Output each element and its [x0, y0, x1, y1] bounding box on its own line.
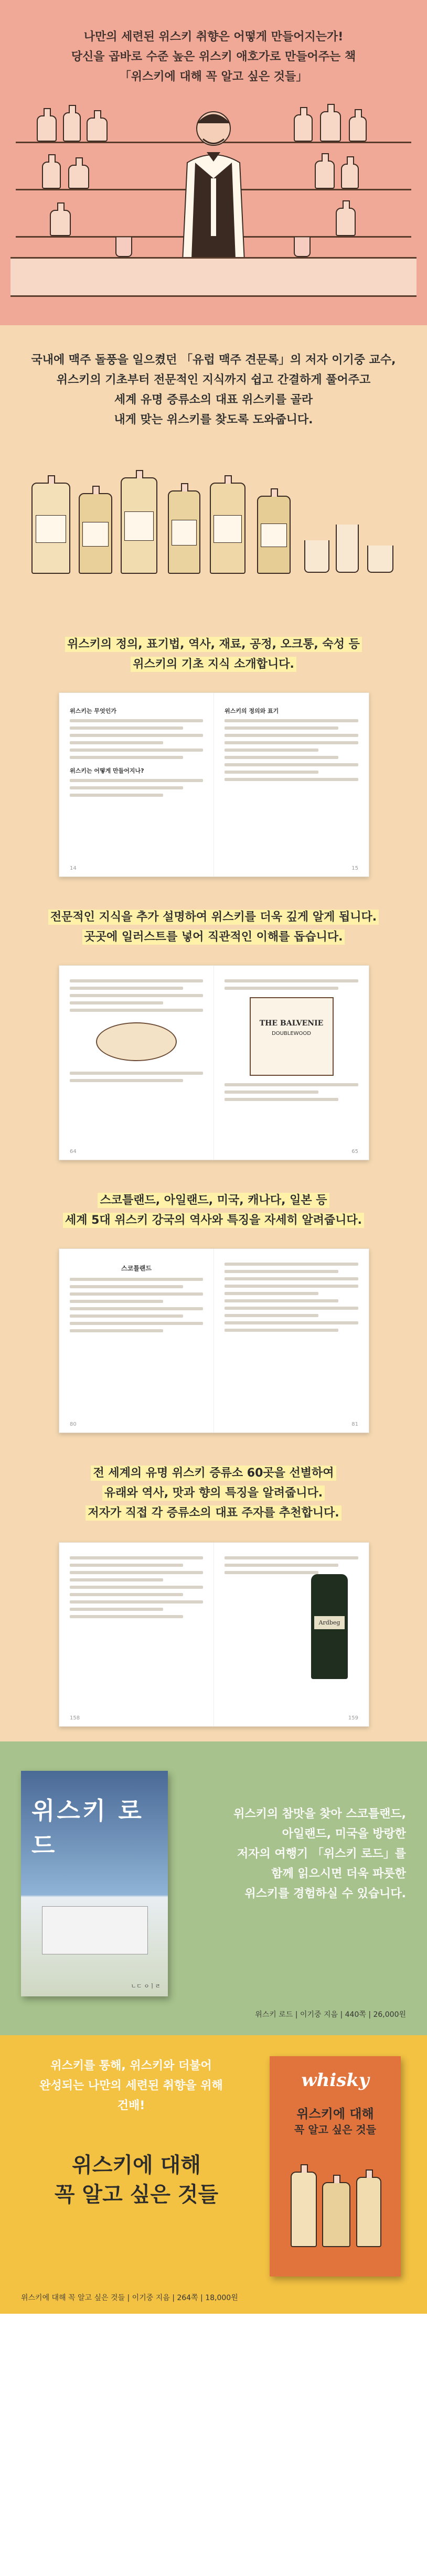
basics-line-2: 위스키의 기초 지식 소개합니다. [0, 655, 427, 675]
closing-section [0, 2035, 427, 2314]
distillery-photo [42, 1906, 148, 1954]
book-page-right [214, 966, 369, 1160]
ardbeg-label: Ardbeg [314, 1616, 345, 1629]
whisky-road-caption: 위스키 로드 | 이기중 지음 | 440쪽 | 26,000원 [255, 2011, 406, 2019]
book-spread-illustrated [59, 965, 369, 1160]
closing-line-3: 건배! [117, 2099, 145, 2112]
page-number-left: 80 [70, 1421, 77, 1427]
illus-line-2: 곳곳에 일러스트를 넣어 직관적인 이해를 돕습니다. [0, 927, 427, 947]
bartender-illustration [0, 100, 427, 325]
road-line-1: 위스키의 참맛을 찾아 스코틀랜드, [233, 1808, 406, 1821]
author-line-3: 세계 유명 증류소의 대표 위스키를 골라 [114, 393, 313, 407]
intro-line-1: 나만의 세련된 위스키 취향은 어떻게 만들어지는가! [83, 30, 344, 44]
whisky-road-section [0, 1741, 427, 2035]
bottle-lineup-illustration [0, 462, 427, 619]
intro-line-3: 「위스키에 대해 꼭 알고 싶은 것들」 [119, 70, 308, 83]
page-number-right: 159 [348, 1715, 358, 1721]
road-line-2: 아일랜드, 미국을 방랑한 [282, 1827, 406, 1841]
book-page-left [59, 1543, 214, 1726]
basics-line-1: 위스키의 정의, 표기법, 역사, 재료, 공정, 오크통, 숙성 등 [0, 635, 427, 655]
cask-illustration [96, 1022, 177, 1061]
illustration-section [0, 892, 427, 1175]
book-page-left [59, 693, 214, 877]
intro-line-2: 당신을 곱바로 수준 높은 위스키 애호가로 만들어주는 책 [71, 50, 356, 63]
intro-section [0, 0, 427, 325]
page-number-left: 158 [70, 1715, 80, 1721]
book-page-right [214, 1543, 369, 1726]
basics-section [0, 619, 427, 892]
book-title-line-1: 위스키에 대해 [72, 2153, 201, 2177]
author-line-4: 내게 맞는 위스키를 찾도록 도와줍니다. [114, 413, 313, 426]
page-number-right: 65 [351, 1149, 358, 1155]
cover-title-1: 위스키에 대해 [296, 2106, 374, 2121]
author-section [0, 325, 427, 619]
distill-line-3: 저자가 직접 각 증류소의 대표 주자를 추천합니다. [0, 1503, 427, 1523]
book-caption: 위스키에 대해 꼭 알고 싶은 것들 | 이기중 지음 | 264쪽 | 18,000원 [21, 2294, 238, 2302]
distill-line-1: 전 세계의 유명 위스키 증류소 60곳을 선별하여 [0, 1463, 427, 1483]
road-line-5: 위스키를 경험하실 수 있습니다. [244, 1887, 406, 1900]
label-sub: DOUBLEWOOD [272, 1031, 311, 1036]
page-number-right: 81 [351, 1421, 358, 1427]
road-line-4: 함께 읽으시면 더욱 파릇한 [271, 1867, 406, 1880]
book-page-right [214, 1249, 369, 1433]
book-spread-countries [59, 1248, 369, 1433]
publisher-logo: ㄴㄷ ㅇㅣㄹ [131, 1983, 161, 1990]
page-heading-right: 위스키의 정의와 표기 [225, 708, 279, 714]
book-cover [270, 2056, 401, 2276]
label-brand: THE BALVENIE [259, 1019, 324, 1028]
distilleries-section [0, 1448, 427, 1741]
page-number-left: 14 [70, 865, 77, 871]
distill-line-2: 유래와 역사, 맛과 향의 특징을 알려줍니다. [0, 1483, 427, 1503]
book-page-right [214, 693, 369, 877]
countries-line-2: 세계 5대 위스키 강국의 역사와 특징을 자세히 알려줍니다. [0, 1211, 427, 1231]
cover-title-2: 꼭 알고 싶은 것들 [294, 2123, 377, 2136]
page-number-left: 64 [70, 1149, 77, 1155]
page-heading: 스코틀랜드 [121, 1265, 152, 1272]
book-title-line-2: 꼭 알고 싶은 것들 [54, 2182, 219, 2207]
countries-section [0, 1175, 427, 1448]
road-line-3: 저자의 여행기 「위스키 로드」를 [237, 1847, 406, 1861]
closing-line-1: 위스키를 통해, 위스키와 더불어 [50, 2059, 212, 2072]
illus-line-1: 전문적인 지식을 추가 설명하여 위스키를 더욱 깊게 알게 됩니다. [0, 907, 427, 927]
book-spread-basics [59, 692, 369, 877]
book-page-left [59, 966, 214, 1160]
whisky-road-cover [21, 1771, 168, 1996]
book-spread-distilleries [59, 1542, 369, 1727]
page-subheading: 위스키는 어떻게 만들어지나? [70, 767, 144, 774]
bottle-label-illustration [250, 997, 334, 1076]
book-page-left [59, 1249, 214, 1433]
cover-word: whisky [301, 2070, 369, 2091]
author-line-1: 국내에 맥주 돌풍을 일으켰던 「유럽 맥주 견문록」의 저자 이기중 교수, [31, 354, 396, 367]
ardbeg-bottle-photo [311, 1574, 348, 1679]
page-heading: 위스키는 무엇인가 [70, 708, 116, 714]
author-line-2: 위스키의 기초부터 전문적인 지식까지 쉽고 간결하게 풀어주고 [56, 373, 371, 387]
page-number-right: 15 [351, 865, 358, 871]
countries-line-1: 스코틀랜드, 아일랜드, 미국, 캐나다, 일본 등 [0, 1191, 427, 1211]
cover-barrels-illustration [285, 2166, 385, 2256]
cover-title: 위스키 로드 [31, 1797, 144, 1859]
closing-line-2: 완성되는 나만의 세련된 취향을 위해 [39, 2079, 223, 2092]
